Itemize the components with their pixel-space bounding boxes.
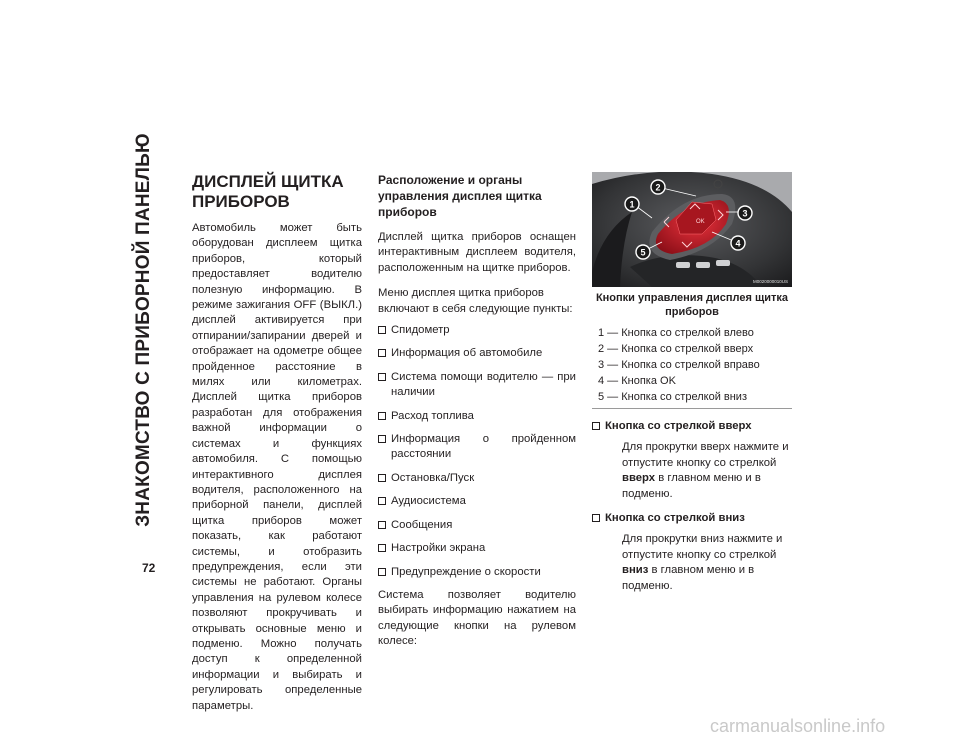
checkbox-bullet-icon bbox=[378, 435, 386, 443]
section-title: ДИСПЛЕЙ ЩИТКА ПРИБОРОВ bbox=[192, 172, 344, 211]
figure-code: M0020000010US bbox=[752, 279, 788, 284]
callout-5 bbox=[636, 245, 650, 259]
watermark: carmanualsonline.info bbox=[710, 716, 886, 736]
checkbox-bullet-icon bbox=[378, 373, 386, 381]
list-item: Информация об автомобиле bbox=[378, 346, 576, 361]
legend-item: 2 — Кнопка со стрелкой вверх bbox=[598, 343, 754, 355]
checkbox-bullet-icon bbox=[378, 497, 386, 505]
menu-items-list bbox=[378, 323, 576, 580]
column-controls bbox=[378, 172, 576, 660]
checkbox-bullet-icon bbox=[378, 568, 386, 576]
svg-text:1: 1 bbox=[629, 199, 635, 210]
page-number: 72 bbox=[142, 561, 156, 575]
intro-paragraph: Автомобиль может быть оборудован дисплеем щитка приборов, который предоставляет водителю полезную информацию. В режиме зажигания OFF (ВЫКЛ.) дисплей активируется при отпирании/запирании дверей и отображает на одометре общее пройденное расстояние в милях или километрах. Дисплей щитка приборов разработан для отображения важной информации о системах и функциях автомобиля. С помощью интерактивного дисплея водителя, расположенного на приборной панели, дисплей щитка приборов может показать, как работают системы, и отобразить предупреждения, если эти системы не работают. Органы управления на рулевом колесе позволяют прокручивать и открывать основные меню и подменю. Можно получать доступ к определенной информации и выбирать и регулировать определенные параметры. bbox=[192, 222, 362, 712]
side-section-title: ЗНАКОМСТВО С ПРИБОРНОЙ ПАНЕЛЬЮ bbox=[133, 133, 154, 527]
svg-text:3: 3 bbox=[742, 208, 748, 219]
legend-item: 5 — Кнопка со стрелкой вниз bbox=[598, 391, 747, 403]
checkbox-bullet-icon bbox=[378, 349, 386, 357]
checkbox-bullet-icon bbox=[592, 514, 600, 522]
legend-item: 4 — Кнопка OK bbox=[598, 375, 676, 387]
callout-3 bbox=[738, 206, 752, 220]
button-up-text: Для прокрутки вверх нажмите и отпустите кнопку со стрелкой вверх в главном меню и в подменю. bbox=[622, 441, 789, 500]
callout-1 bbox=[625, 197, 639, 211]
ok-label: OK bbox=[696, 219, 705, 225]
callout-2 bbox=[651, 180, 665, 194]
subsection-heading: Расположение и органы управления дисплея щитка приборов bbox=[378, 173, 542, 219]
column-figure bbox=[592, 172, 792, 603]
figure-caption: Кнопки управления дисплея щитка приборов bbox=[595, 292, 789, 318]
steering-wheel-illustration bbox=[592, 172, 792, 287]
list-item: Система помощи водителю — при наличии bbox=[378, 370, 576, 401]
column-intro bbox=[192, 172, 362, 724]
list-item: Предупреждение о скорости bbox=[378, 565, 576, 580]
list-item: Сообщения bbox=[378, 518, 576, 533]
button-down-title: Кнопка со стрелкой вниз bbox=[605, 512, 745, 525]
checkbox-bullet-icon bbox=[378, 544, 386, 552]
button-up-description bbox=[592, 419, 792, 502]
checkbox-bullet-icon bbox=[378, 326, 386, 334]
figure-legend bbox=[598, 325, 792, 405]
list-item: Настройки экрана bbox=[378, 541, 576, 556]
callout-4 bbox=[731, 236, 745, 250]
list-item: Спидометр bbox=[378, 323, 576, 338]
legend-item: 3 — Кнопка со стрелкой вправо bbox=[598, 359, 760, 371]
button-up-title: Кнопка со стрелкой вверх bbox=[605, 420, 752, 432]
legend-divider bbox=[592, 408, 792, 409]
list-item: Остановка/Пуск bbox=[378, 471, 576, 486]
paragraph-menu-intro: Меню дисплея щитка приборов включают в себя следующие пункты: bbox=[378, 287, 573, 315]
checkbox-bullet-icon bbox=[378, 521, 386, 529]
paragraph-buttons-intro: Система позволяет водителю выбирать информацию нажатием на следующие кнопки на рулевом колесе: bbox=[378, 588, 576, 648]
paragraph-display: Дисплей щитка приборов оснащен интерактивным дисплеем водителя, расположенным на щитке приборов. bbox=[378, 231, 576, 274]
checkbox-bullet-icon bbox=[378, 412, 386, 420]
button-down-text: Для прокрутки вниз нажмите и отпустите кнопку со стрелкой вниз в главном меню и в подменю. bbox=[622, 533, 783, 592]
checkbox-bullet-icon bbox=[592, 422, 600, 430]
list-item: Информация о пройденном расстоянии bbox=[378, 432, 576, 463]
svg-text:2: 2 bbox=[655, 182, 661, 193]
checkbox-bullet-icon bbox=[378, 474, 386, 482]
steering-wheel-figure bbox=[592, 172, 792, 287]
list-item: Аудиосистема bbox=[378, 494, 576, 509]
list-item: Расход топлива bbox=[378, 409, 576, 424]
legend-item: 1 — Кнопка со стрелкой влево bbox=[598, 327, 754, 339]
svg-text:5: 5 bbox=[640, 247, 646, 258]
svg-text:4: 4 bbox=[735, 238, 741, 249]
button-down-description bbox=[592, 511, 792, 594]
